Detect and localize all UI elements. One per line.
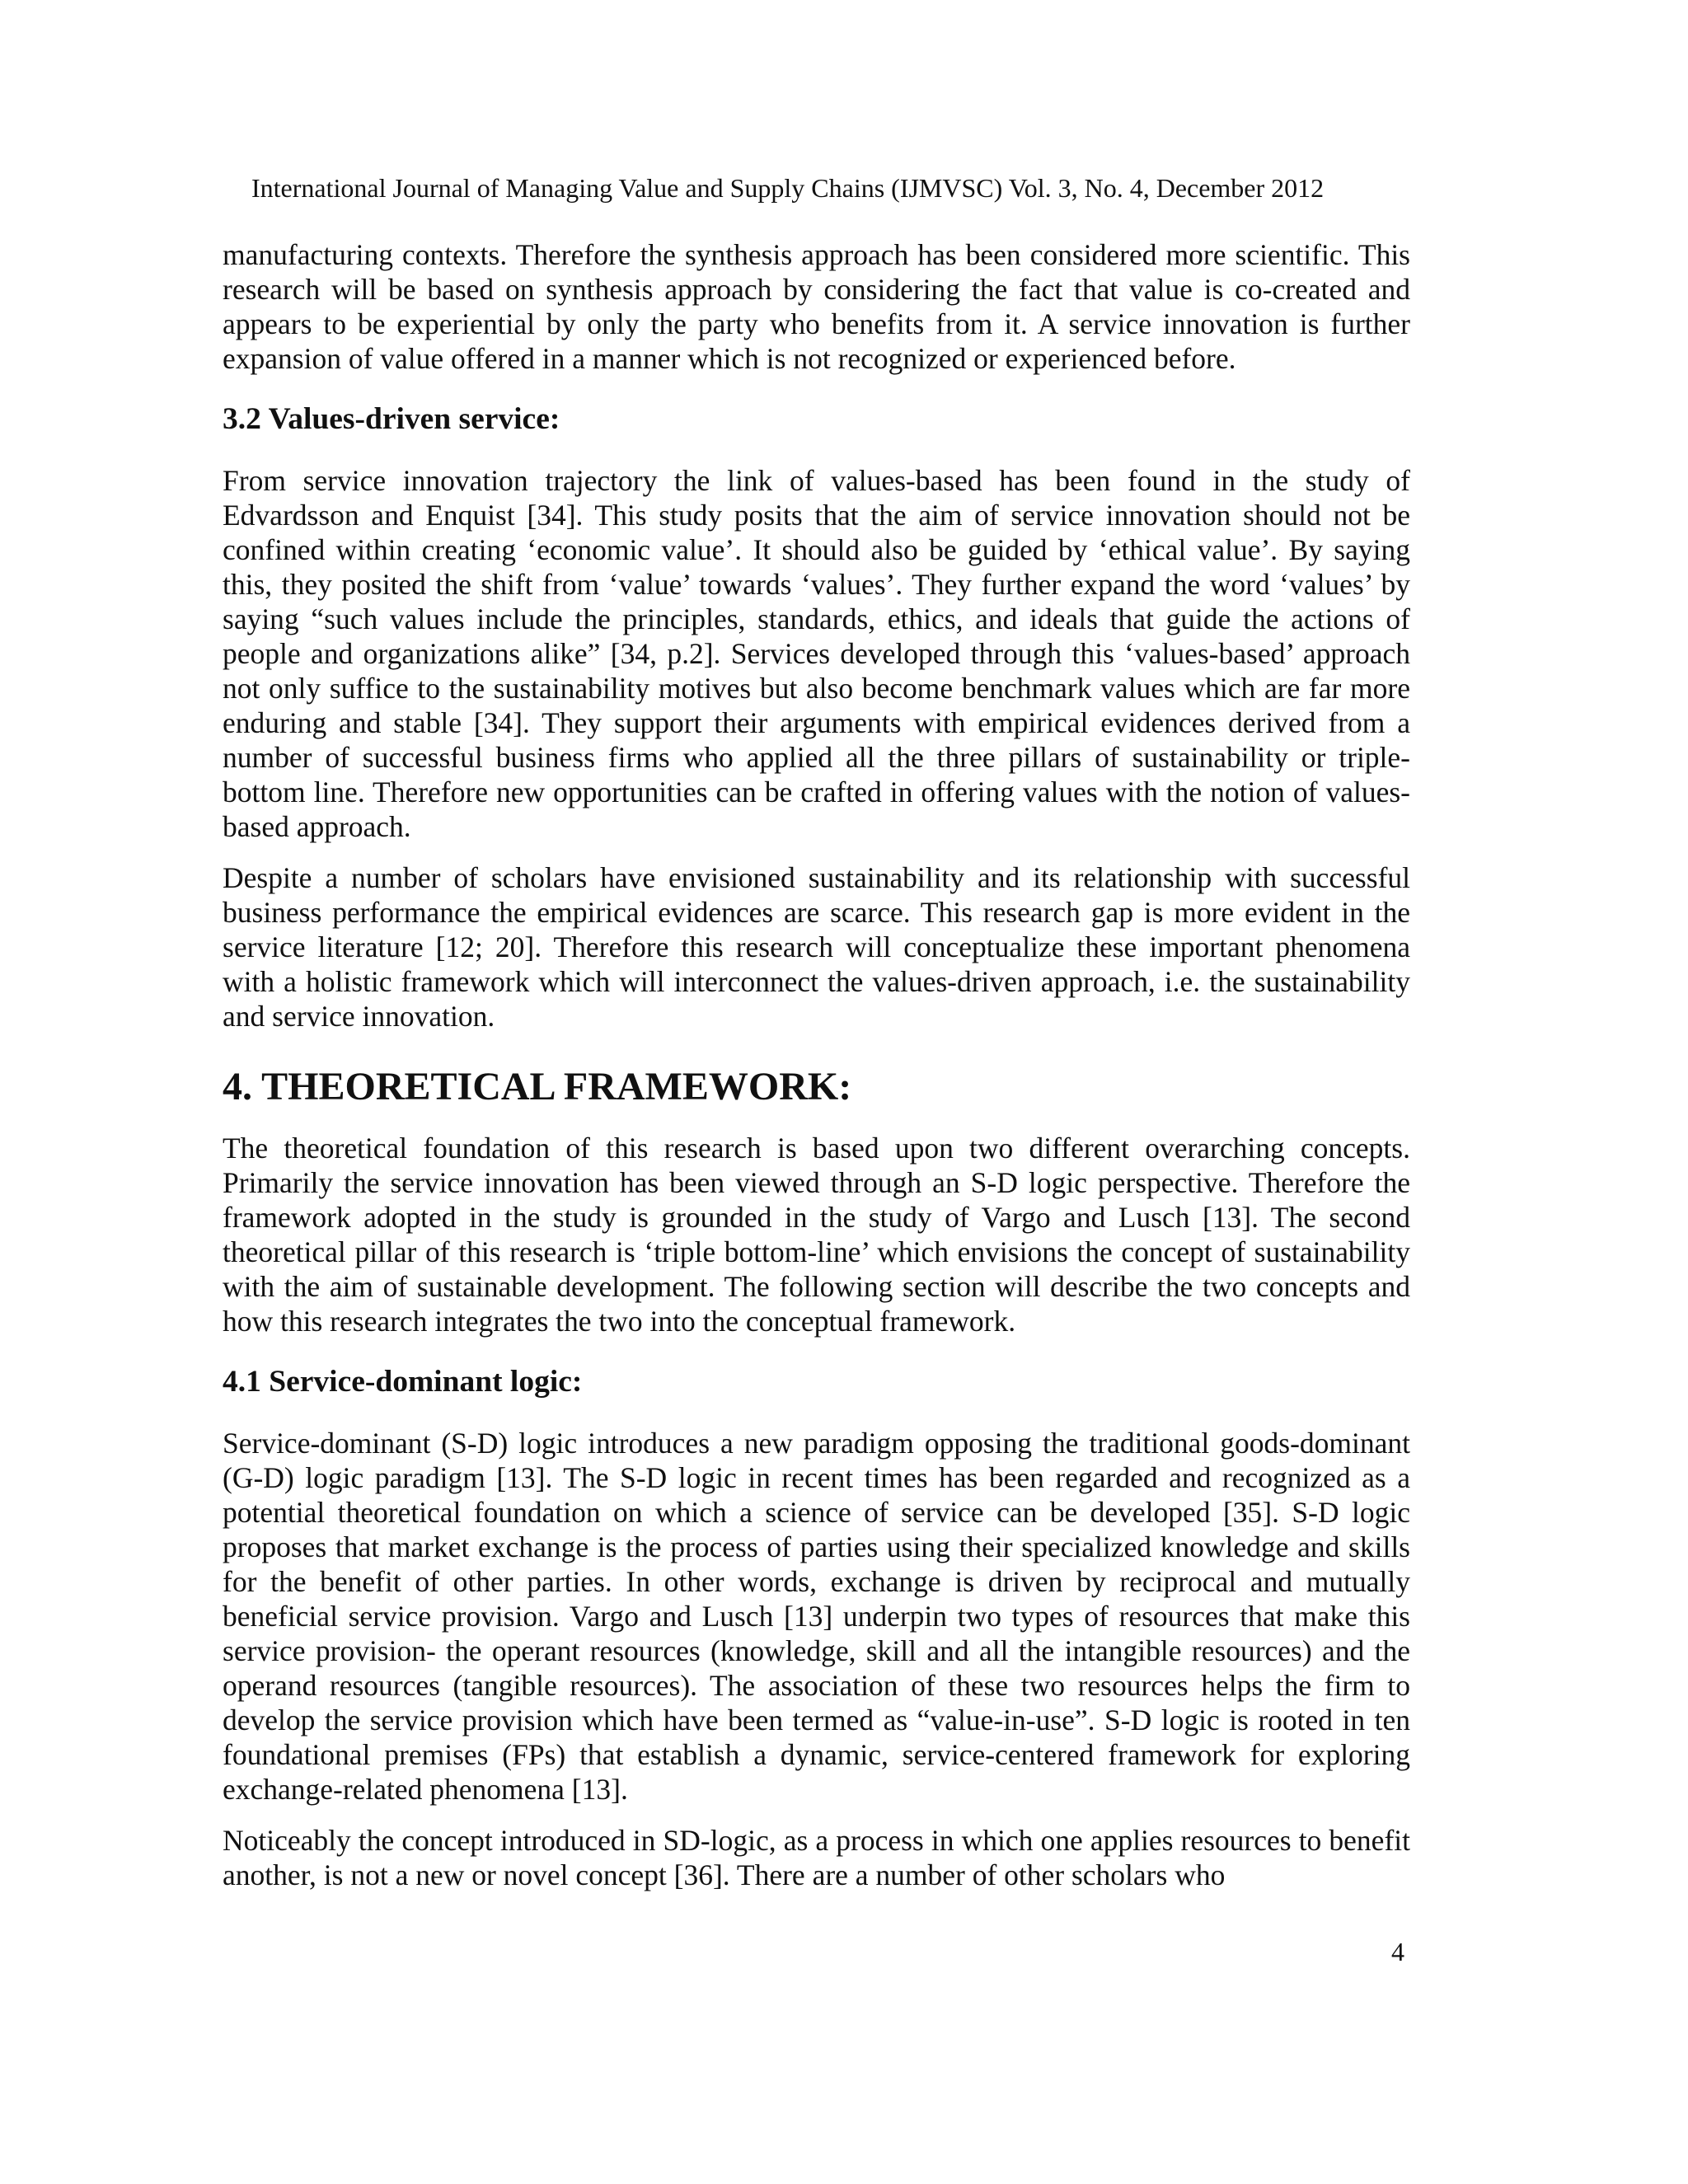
paragraph-values-driven-1: From service innovation trajectory the link of values-based has been found in the study of Edvardsson and Enquist [34]. This study posits that the aim of service innovation should not be confined within creating ‘economic value’. It should also be guided by ‘ethical value’. By saying this, they posited the shift from ‘value’ towards ‘values’. They further expand the word ‘values’ by saying “such values include the principles, standards, ethics, and ideals that guide the actions of people and organizations alike” [34, p.2]. Services developed through this ‘values-based’ approach not only suffice to the sustainability motives but also become benchmark values which are far more enduring and stable [34]. They support their arguments with empirical evidences derived from a number of successful business firms who applied all the three pillars of sustainability or triple-bottom line. Therefore new opportunities can be crafted in offering values with the notion of values-based approach. <box>223 464 1410 843</box>
heading-values-driven-service: 3.2 Values-driven service: <box>223 402 560 436</box>
paragraph-sd-logic-2: Noticeably the concept introduced in SD-logic, as a process in which one applies resources to benefit another, is not a new or novel concept [36]. There are a number of other scholars who <box>223 1824 1410 1891</box>
paragraph-sd-logic-1: Service-dominant (S-D) logic introduces a new paradigm opposing the traditional goods-dominant (G-D) logic paradigm [13]. The S-D logic in recent times has been regarded and recognized as a potential theoretical foundation on which a science of service can be developed [35]. S-D logic proposes that market exchange is the process of parties using their specialized knowledge and skills for the benefit of other parties. In other words, exchange is driven by reciprocal and mutually beneficial service provision. Vargo and Lusch [13] underpin two types of resources that make this service provision- the operant resources (knowledge, skill and all the intangible resources) and the operand resources (tangible resources). The association of these two resources helps the firm to develop the service provision which have been termed as “value-in-use”. S-D logic is rooted in ten foundational premises (FPs) that establish a dynamic, service-centered framework for exploring exchange-related phenomena [13]. <box>223 1427 1410 1806</box>
page-body <box>223 237 1410 1892</box>
page-number: 4 <box>1391 1937 1404 1966</box>
heading-theoretical-framework: 4. THEORETICAL FRAMEWORK: <box>223 1065 852 1108</box>
paragraph-theoretical-1: The theoretical foundation of this research is based upon two different overarching concepts. Primarily the service innovation has been viewed through an S-D logic perspective. Therefore the framework adopted in the study is grounded in the study of Vargo and Lusch [13]. The second theoretical pillar of this research is ‘triple bottom-line’ which envisions the concept of sustainability with the aim of sustainable development. The following section will describe the two concepts and how this research integrates the two into the conceptual framework. <box>223 1132 1410 1338</box>
running-header: International Journal of Managing Value and Supply Chains (IJMVSC) Vol. 3, No. 4, December 2012 <box>251 173 1325 203</box>
paragraph-values-driven-2: Despite a number of scholars have envisioned sustainability and its relationship with successful business performance the empirical evidences are scarce. This research gap is more evident in the service literature [12; 20]. Therefore this research will conceptualize these important phenomena with a holistic framework which will interconnect the values-driven approach, i.e. the sustainability and service innovation. <box>223 861 1410 1033</box>
paragraph-intro: manufacturing contexts. Therefore the synthesis approach has been considered more scientific. This research will be based on synthesis approach by considering the fact that value is co-created and appears to be experiential by only the party who benefits from it. A service innovation is further expansion of value offered in a manner which is not recognized or experienced before. <box>223 238 1410 375</box>
heading-service-dominant-logic: 4.1 Service-dominant logic: <box>223 1365 583 1399</box>
